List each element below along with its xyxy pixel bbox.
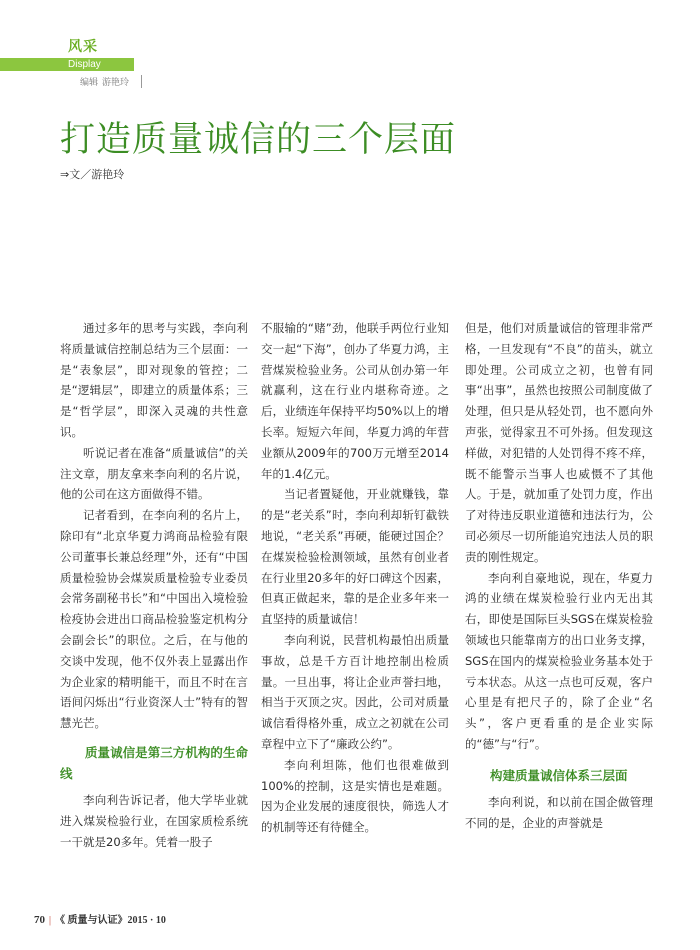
- editor-credit: [80, 75, 142, 88]
- footer-divider: |: [49, 915, 52, 926]
- article-title: 打造质量诚信的三个层面: [60, 120, 457, 160]
- publication-info: 《 质量与认证》2015 · 10: [55, 915, 166, 926]
- paragraph: 李向利告诉记者，他大学毕业就进入煤炭检验行业，在国家质检系统一干就是20多年。凭着一股子: [60, 792, 248, 849]
- paragraph: 不服输的“赌”劲，他联手两位行业知交一起“下海”，创办了华夏力鸿，主营煤炭检验业务。公司从创办第一年就赢利，这在行业内堪称奇迹。之后，业绩连年保持平均50%以上的增长率。短短六年间，华夏力鸿的年营业额从2009年的700万元增至2014年的1.4亿元。: [261, 321, 449, 481]
- paragraph: 记者看到，在李向利的名片上，除印有“北京华夏力鸿商品检验有限公司董事长兼总经理”外，还有“中国质量检验协会煤炭质量检验专业委员会常务副秘书长”和“中国出入境检验检疫协会进出口商品检验鉴定机构分会副会长”的职位。之后，在与他的交谈中发现，他不仅外表上显露出作为企业家的精明能干，而且不时在言语间闪烁出“行业资深人士”特有的智慧光芒。: [60, 508, 248, 731]
- editor-name: 游艳玲: [102, 78, 130, 88]
- paragraph: 听说记者在准备“质量诚信”的关注文章，朋友拿来李向利的名片说，他的公司在这方面做得不错。: [60, 445, 248, 502]
- section-band: [0, 58, 134, 71]
- article-column-2: [261, 318, 449, 838]
- section-label: 风采: [68, 39, 98, 55]
- paragraph: 李向利说，民营机构最怕出质量事故，总是千方百计地控制出检质量。一旦出事，将让企业声誉扫地，相当于灭顶之灾。因此，公司对质量诚信看得格外重，成立之初就在公司章程中立下了“廉政公约”。: [261, 632, 449, 751]
- article-column-3: [465, 318, 653, 833]
- paragraph: 当记者置疑他，开业就赚钱，靠的是“老关系”时，李向利却斩钉截铁地说，“老关系”再硬，能硬过国企？在煤炭检验检测领域，虽然有创业者在行业里20多年的好口碑这个因素，但真正做起来，靠的是企业多年来一直坚持的质量诚信！: [261, 487, 449, 627]
- section-heading: 构建质量诚信体系三层面: [490, 767, 628, 783]
- page-footer: [34, 911, 166, 926]
- section-heading: 质量诚信是第三方机构的生命线: [60, 744, 248, 781]
- article-column-1: [60, 318, 248, 852]
- editor-label: 编辑: [80, 78, 99, 88]
- paragraph: 但是，他们对质量诚信的管理非常严格，一旦发现有“不良”的苗头，就立即处理。公司成立之初，也曾有同事“出事”，虽然也按照公司制度做了处理，但只是从轻处罚，也不愿向外声张，觉得家丑不可外扬。但发现这样做，对犯错的人处罚得不疼不痒，既不能警示当事人也威慑不了其他人。于是，就加重了处罚力度，作出了对待违反职业道德和违法行为，公司必须尽一切所能追究违法人员的职责的刚性规定。: [465, 321, 653, 564]
- paragraph: 通过多年的思考与实践，李向利将质量诚信控制总结为三个层面：一是“表象层”，即对现象的管控；二是“逻辑层”，即建立的质量体系；三是“哲学层”，即深入灵魂的共性意识。: [60, 321, 248, 439]
- page-number: 70: [34, 914, 45, 926]
- paragraph: 李向利自豪地说，现在，华夏力鸿的业绩在煤炭检验行业内无出其右，即使是国际巨头SGS在煤炭检验领域也只能靠南方的出口业务支撑，SGS在国内的煤炭检验业务基本处于亏本状态。从这一点也可反观，客户心里是有把尺子的，除了企业“名头”，客户更看重的是企业实际的“德”与“行”。: [465, 570, 653, 751]
- paragraph: 李向利坦陈，他们也很难做到100%的控制，这是实情也是难题。因为企业发展的速度很快，筛选人才的机制等还有待健全。: [261, 757, 449, 835]
- byline: ⇒文／游艳玲: [60, 168, 125, 181]
- paragraph: 李向利说，和以前在国企做管理不同的是，企业的声誉就是: [465, 794, 653, 830]
- section-label-en: Display: [68, 59, 101, 70]
